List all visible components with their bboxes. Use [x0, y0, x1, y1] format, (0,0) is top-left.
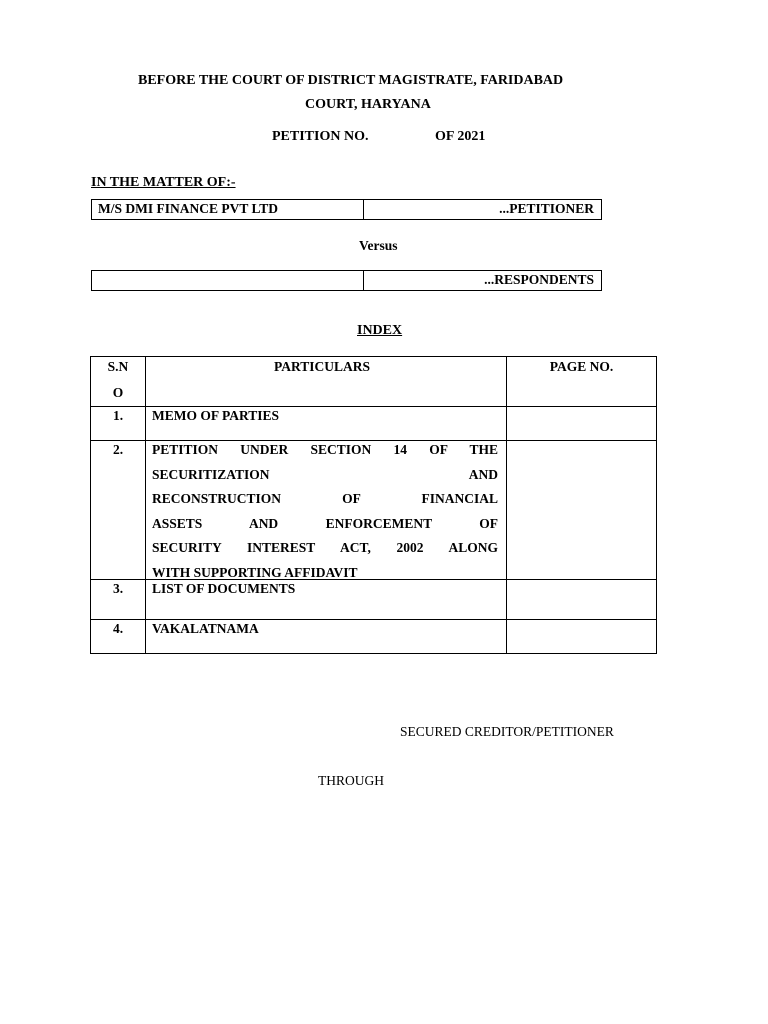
respondent-row	[92, 271, 602, 291]
index-header-row	[91, 357, 657, 407]
sno-header-line1: S.N	[107, 359, 129, 374]
particulars-line: PETITION UNDER SECTION 14 OF THE	[152, 442, 498, 457]
index-table	[90, 356, 657, 654]
table-row	[91, 407, 657, 441]
particulars-line: SECURITY INTEREST ACT, 2002 ALONG	[152, 540, 498, 555]
row-sno: 4.	[91, 620, 146, 654]
sno-header-line2: O	[112, 385, 124, 400]
particulars-line: ASSETS AND ENFORCEMENT OF	[152, 515, 498, 531]
respondent-name	[92, 271, 364, 291]
petition-number-label: PETITION NO.	[272, 129, 369, 144]
particulars-line: WITH SUPPORTING AFFIDAVIT	[152, 564, 358, 577]
row-particulars: LIST OF DOCUMENTS	[146, 580, 507, 620]
index-title: INDEX	[357, 323, 403, 338]
particulars-line: RECONSTRUCTION OF FINANCIAL	[152, 491, 498, 506]
particulars-header: PARTICULARS	[146, 357, 507, 407]
row-page	[507, 620, 657, 654]
row-page	[507, 407, 657, 441]
row-particulars	[146, 441, 507, 580]
respondent-table	[91, 270, 602, 291]
petition-year: OF 2021	[435, 129, 486, 144]
court-title-line1: BEFORE THE COURT OF DISTRICT MAGISTRATE, FARIDABAD	[138, 73, 564, 88]
table-row	[91, 441, 657, 580]
row-page	[507, 580, 657, 620]
petitioner-name: M/S DMI FINANCE PVT LTD	[92, 200, 364, 220]
row-particulars: VAKALATNAMA	[146, 620, 507, 654]
table-row	[91, 620, 657, 654]
row-sno: 2.	[91, 441, 146, 580]
row-page	[507, 441, 657, 580]
particulars-line: SECURITIZATION AND	[152, 466, 498, 482]
versus-label: Versus	[359, 238, 398, 253]
table-row	[91, 580, 657, 620]
matter-heading: IN THE MATTER OF:-	[91, 175, 236, 190]
respondent-role: ...RESPONDENTS	[364, 271, 602, 291]
page-no-header: PAGE NO.	[507, 357, 657, 407]
row-particulars: MEMO OF PARTIES	[146, 407, 507, 441]
signatory-label: SECURED CREDITOR/PETITIONER	[400, 724, 614, 739]
petitioner-table	[91, 199, 602, 220]
through-label: THROUGH	[318, 773, 384, 788]
sno-header	[91, 357, 146, 407]
row-sno: 3.	[91, 580, 146, 620]
petitioner-row	[92, 200, 602, 220]
petitioner-role: ...PETITIONER	[364, 200, 602, 220]
row-sno: 1.	[91, 407, 146, 441]
court-title-line2: COURT, HARYANA	[305, 97, 431, 112]
